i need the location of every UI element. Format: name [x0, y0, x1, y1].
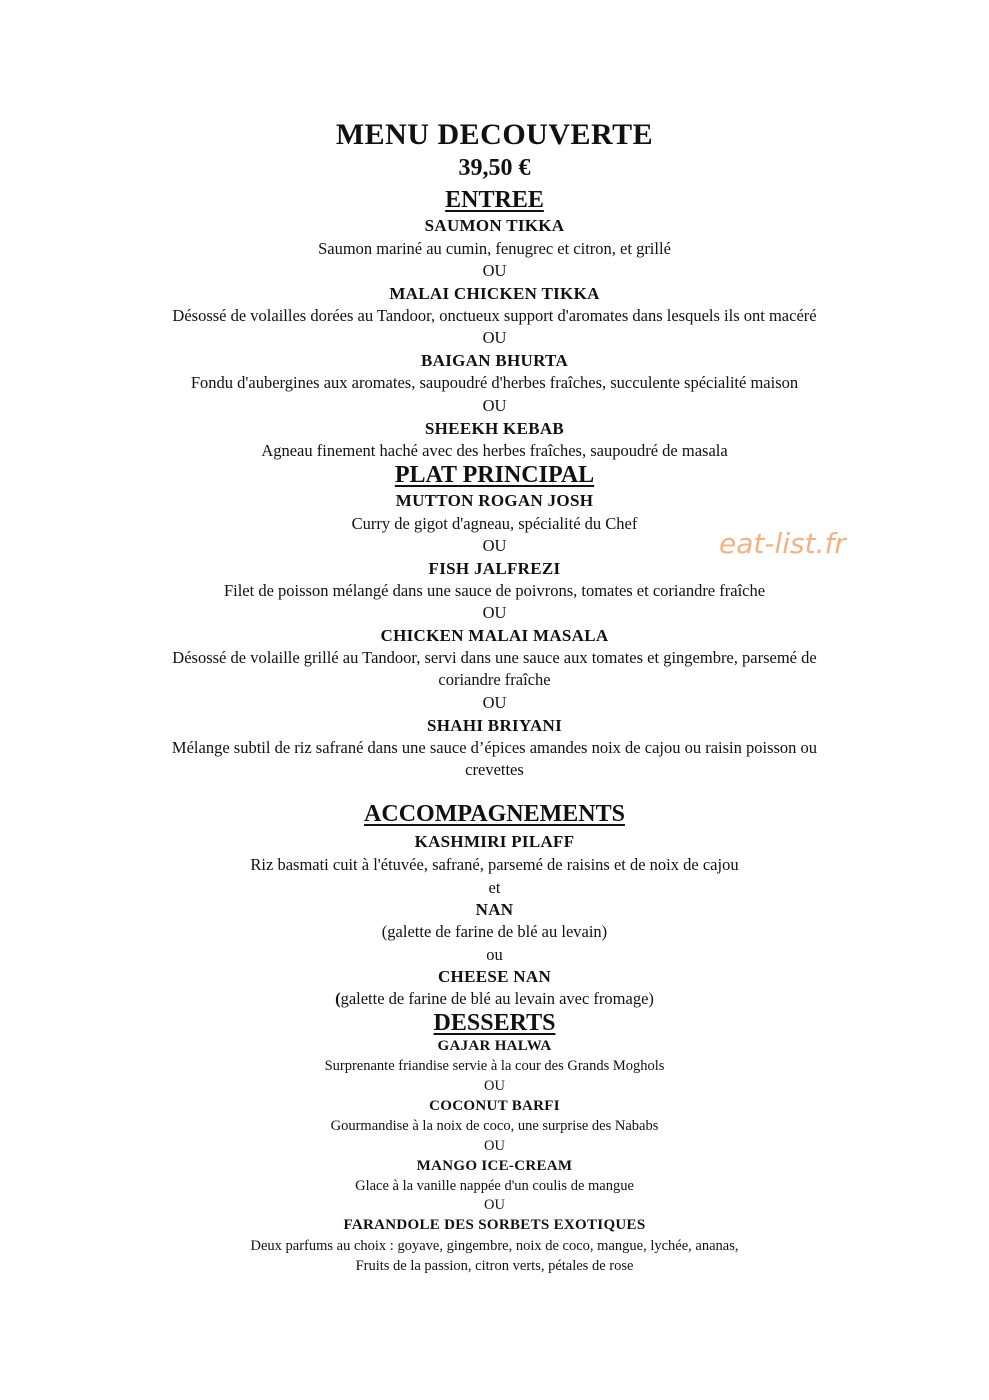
dish-description	[0, 989, 989, 1009]
dish-name: MUTTON ROGAN JOSH	[395, 491, 594, 510]
section-heading-accompagnements: ACCOMPAGNEMENTS	[364, 801, 625, 827]
dish-description: Riz basmati cuit à l'étuvée, safrané, parsemé de raisins et de noix de cajou	[250, 855, 739, 874]
dish-description: Surprenante friandise servie à la cour des Grands Moghols	[324, 1058, 665, 1074]
dish-name: FARANDOLE DES SORBETS EXOTIQUES	[343, 1217, 646, 1233]
dish-description: Gourmandise à la noix de coco, une surprise des Nababs	[330, 1118, 659, 1134]
dish-name: SHEEKH KEBAB	[424, 419, 565, 438]
menu-price: 39,50 €	[458, 155, 531, 181]
section-heading-plat-principal: PLAT PRINCIPAL	[394, 462, 595, 488]
dish-name: CHICKEN MALAI MASALA	[380, 626, 609, 645]
dish-description: Curry de gigot d'agneau, spécialité du Chef	[351, 514, 638, 533]
dish-name: KASHMIRI PILAFF	[414, 832, 575, 851]
or-separator: OU	[482, 536, 507, 555]
or-separator: OU	[482, 396, 507, 415]
section-heading-entree: ENTREE	[445, 187, 544, 213]
dish-description: Filet de poisson mélangé dans une sauce de poivrons, tomates et coriandre fraîche	[223, 581, 766, 600]
menu-title: MENU DECOUVERTE	[335, 118, 654, 151]
dish-description-line-1: Deux parfums au choix : goyave, gingembre, noix de coco, mangue, lychée, ananas,	[250, 1238, 739, 1254]
or-separator: OU	[482, 328, 507, 347]
or-separator: OU	[482, 603, 507, 622]
watermark-logo: eat-list.fr	[719, 527, 846, 560]
dish-name: CHEESE NAN	[437, 967, 552, 986]
and-separator: et	[488, 878, 501, 897]
dish-name: SHAHI BRIYANI	[426, 716, 563, 735]
or-separator: OU	[484, 1197, 505, 1213]
dish-name: GAJAR HALWA	[437, 1038, 552, 1054]
dish-description-line-2: Fruits de la passion, citron verts, pétales de rose	[355, 1258, 634, 1274]
dish-name: SAUMON TIKKA	[424, 216, 565, 235]
dish-description-line-1: Mélange subtil de riz safrané dans une sauce d’épices amandes noix de cajou ou raisin poisson ou	[171, 738, 818, 757]
or-separator: OU	[482, 261, 507, 280]
or-separator: OU	[484, 1138, 505, 1154]
dish-name: NAN	[475, 900, 514, 919]
dish-name: MALAI CHICKEN TIKKA	[389, 284, 600, 303]
dish-description: Désossé de volailles dorées au Tandoor, onctueux support d'aromates dans lesquels ils ont macéré	[172, 306, 817, 325]
dish-description: Agneau finement haché avec des herbes fraîches, saupoudré de masala	[261, 441, 728, 460]
dish-name: FISH JALFREZI	[428, 559, 561, 578]
dish-name: BAIGAN BHURTA	[420, 351, 569, 370]
dish-name: COCONUT BARFI	[429, 1098, 560, 1114]
section-heading-desserts: DESSERTS	[433, 1010, 556, 1036]
dish-name: MANGO ICE-CREAM	[416, 1158, 573, 1174]
or-separator: ou	[486, 945, 503, 964]
dish-description: Saumon mariné au cumin, fenugrec et citron, et grillé	[318, 239, 671, 258]
dish-description-line-1: Désossé de volaille grillé au Tandoor, servi dans une sauce aux tomates et gingembre, parsemé de	[172, 648, 817, 667]
dish-description-line-2: crevettes	[465, 760, 524, 779]
bold-parenthesis: (	[335, 989, 341, 1008]
dish-description: (galette de farine de blé au levain)	[381, 922, 608, 941]
dish-description-line-2: coriandre fraîche	[438, 670, 551, 689]
dish-description: Glace à la vanille nappée d'un coulis de mangue	[355, 1178, 634, 1194]
or-separator: OU	[482, 693, 507, 712]
dish-description: Fondu d'aubergines aux aromates, saupoudré d'herbes fraîches, succulente spécialité maison	[190, 373, 799, 392]
dish-description-text: galette de farine de blé au levain avec fromage)	[340, 989, 654, 1008]
or-separator: OU	[484, 1078, 505, 1094]
